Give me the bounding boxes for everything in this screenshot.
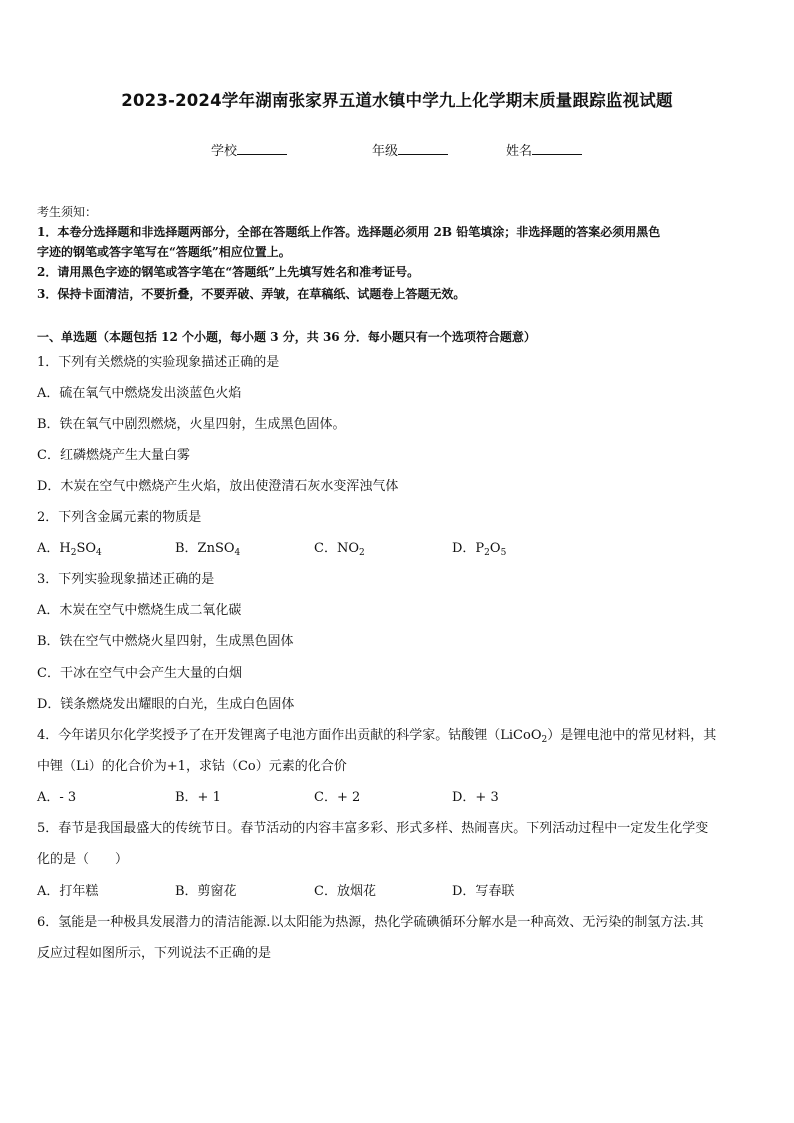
question-2-option-c: C．$NO_2$ — [314, 541, 365, 558]
question-4-option-a: A．- 3 — [37, 790, 77, 805]
question-5-option-c: C．放烟花 — [314, 884, 376, 899]
question-5-option-b: B．剪窗花 — [175, 884, 237, 899]
question-1-option-b: B．铁在氧气中剧烈燃烧，火星四射，生成黑色固体。 — [37, 417, 346, 432]
question-4-option-d: D．+ 3 — [452, 790, 499, 805]
question-3-option-d: D．镁条燃烧发出耀眼的白光，生成白色固体 — [37, 697, 295, 712]
question-4-option-c: C．+ 2 — [314, 790, 361, 805]
question-1-stem: 1．下列有关燃烧的实验现象描述正确的是 — [37, 355, 280, 370]
question-3-option-c: C．干冰在空气中会产生大量的白烟 — [37, 666, 242, 681]
question-1-option-c: C．红磷燃烧产生大量白雾 — [37, 448, 190, 463]
question-3-option-b: B．铁在空气中燃烧火星四射，生成黑色固体 — [37, 634, 294, 649]
name-label: 姓名 — [506, 144, 533, 159]
name-blank[interactable] — [532, 141, 582, 155]
notice-header: 考生须知： — [37, 205, 98, 219]
page-title: 2023-2024学年湖南张家界五道水镇中学九上化学期末质量跟踪监视试题 — [121, 91, 673, 110]
question-6-stem: 6．氢能是一种极具发展潜力的清洁能源.以太阳能为热源，热化学硫碘循环分解水是一种高效、无污染的制氢方法.其 — [37, 915, 704, 930]
question-1-option-a: A．硫在氧气中燃烧发出淡蓝色火焰 — [37, 386, 242, 401]
grade-blank[interactable] — [398, 141, 448, 155]
question-2-option-d: D．$P_2O_5$ — [452, 541, 507, 558]
question-6-stem-2: 反应过程如图所示，下列说法不正确的是 — [37, 946, 272, 961]
question-4-stem-2: 中锂（Li）的化合价为+1，求钴（Co）元素的化合价 — [37, 759, 347, 774]
section-heading: 一、单选题（本题包括 12 个小题，每小题 3 分，共 36 分．每小题只有一个选项符合题意） — [37, 330, 536, 344]
name-field[interactable] — [506, 140, 582, 159]
question-4-stem: 4．今年诺贝尔化学奖授予了在开发锂离子电池方面作出贡献的科学家。钴酸锂（LiCoO$_2$）是锂电池中的常见材料，其 — [37, 728, 717, 745]
grade-field[interactable] — [372, 140, 448, 159]
notice-line-3: 3．保持卡面清洁，不要折叠，不要弄破、弄皱，在草稿纸、试题卷上答题无效。 — [37, 287, 466, 301]
school-label: 学校 — [211, 144, 238, 159]
question-5-stem-2: 化的是（ ） — [37, 852, 129, 867]
question-2-stem: 2．下列含金属元素的物质是 — [37, 510, 202, 525]
question-4-option-b: B．+ 1 — [175, 790, 221, 805]
school-blank[interactable] — [237, 141, 287, 155]
school-field[interactable] — [211, 140, 287, 159]
question-3-option-a: A．木炭在空气中燃烧生成二氧化碳 — [37, 603, 242, 618]
student-info-row — [0, 140, 794, 160]
question-5-option-a: A．打年糕 — [37, 884, 99, 899]
question-2-option-a: A．$H_2SO_4$ — [37, 541, 102, 558]
notice-line-1b: 字迹的钢笔或答字笔写在“答题纸”相应位置上。 — [37, 245, 291, 259]
question-2-option-b: B．ZnSO$_4$ — [175, 541, 241, 558]
question-5-stem: 5．春节是我国最盛大的传统节日。春节活动的内容丰富多彩、形式多样、热闹喜庆。下列活动过程中一定发生化学变 — [37, 821, 709, 836]
question-5-option-d: D．写春联 — [452, 884, 515, 899]
grade-label: 年级 — [372, 144, 399, 159]
question-1-option-d: D．木炭在空气中燃烧产生火焰，放出使澄清石灰水变浑浊气体 — [37, 479, 399, 494]
notice-line-1a: 1．本卷分选择题和非选择题两部分，全部在答题纸上作答。选择题必须用 2B 铅笔填涂；非选择题的答案必须用黑色 — [37, 225, 661, 239]
notice-line-2: 2．请用黑色字迹的钢笔或答字笔在“答题纸”上先填写姓名和准考证号。 — [37, 265, 420, 279]
question-3-stem: 3．下列实验现象描述正确的是 — [37, 572, 215, 587]
